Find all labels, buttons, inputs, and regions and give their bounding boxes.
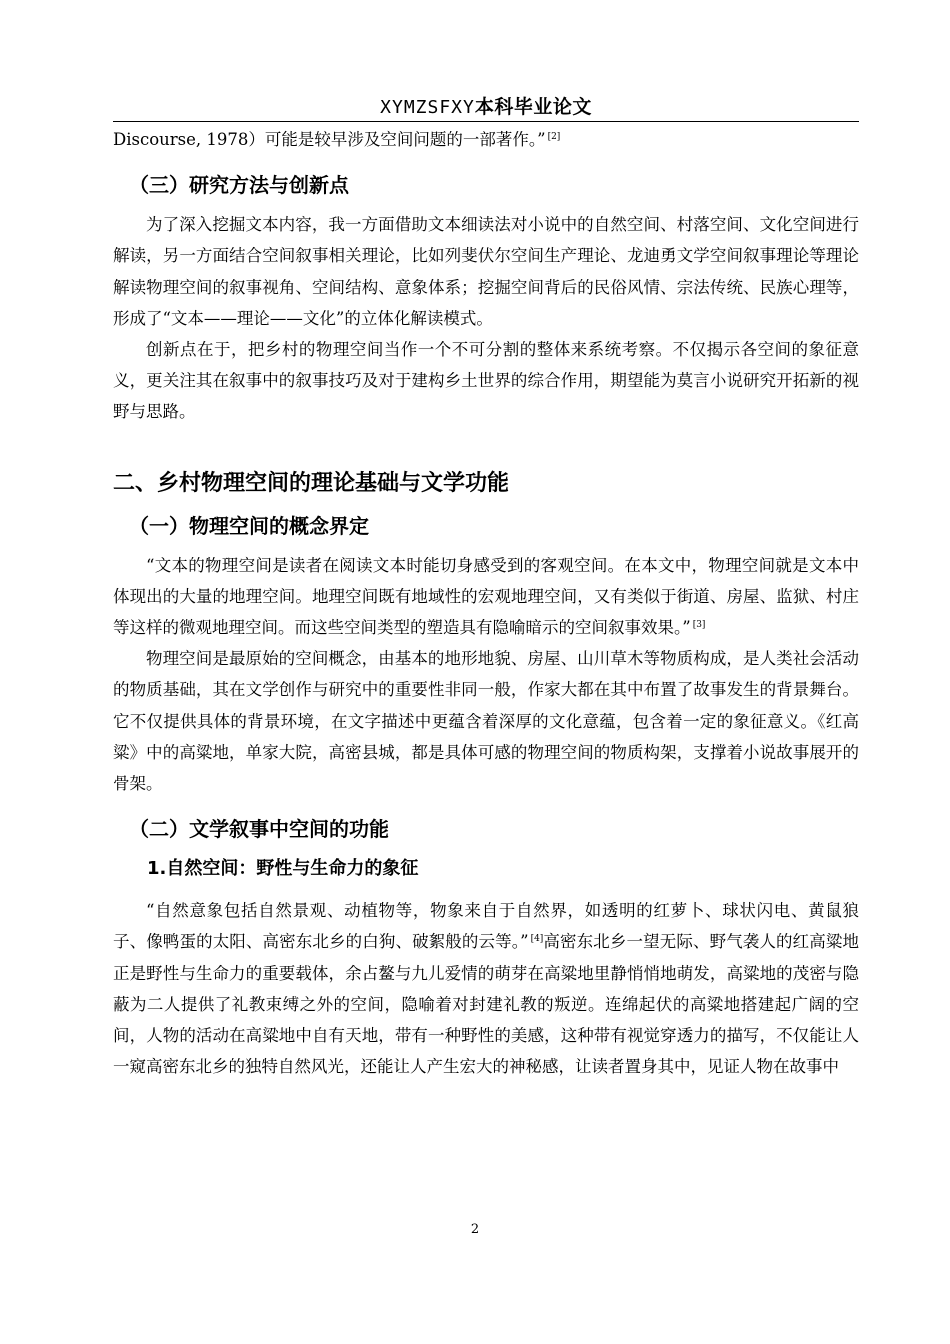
item-heading-natural-space: 1.自然空间：野性与生命力的象征 [147, 858, 419, 880]
natural-space-paragraph [113, 895, 859, 1082]
header-title-cn: 本科毕业论文 [474, 96, 592, 118]
header-rule [113, 121, 859, 122]
natural-quote: “自然意象包括自然景观、动植物等，物象来自于自然界，如透明的红萝卜、球状闪电、黄鼠狼子、像鸭蛋的太阳、高密东北乡的白狗、破絮般的云等。” [113, 901, 859, 952]
subsection-heading-functions: （二）文学叙事中空间的功能 [129, 817, 389, 842]
concept-paragraph-1 [113, 550, 859, 644]
intro-text: Discourse, 1978）可能是较早涉及空间问题的一部著作。” [113, 130, 546, 149]
page-header [113, 94, 859, 121]
chapter-heading: 二、乡村物理空间的理论基础与文学功能 [113, 470, 510, 496]
section-heading-methods: （三）研究方法与创新点 [129, 173, 349, 198]
concept-paragraph-2: 物理空间是最原始的空间概念，由基本的地形地貌、房屋、山川草木等物质构成，是人类社会活动的物质基础，其在文学创作与研究中的重要性非同一般，作家大都在其中布置了故事发生的背景舞台。它不仅提供具体的背景环境，在文字描述中更蕴含着深厚的文化意蕴，包含着一定的象征意义。《红高粱》中的高粱地，单家大院，高密县城，都是具体可感的物理空间的物质构架，支撑着小说故事展开的骨架。 [113, 649, 859, 794]
methods-paragraph-2: 创新点在于，把乡村的物理空间当作一个不可分割的整体来系统考察。不仅揭示各空间的象征意义，更关注其在叙事中的叙事技巧及对于建构乡土世界的综合作用，期望能为莫言小说研究开拓新的视野与思路。 [113, 340, 859, 422]
page-content [113, 124, 859, 1082]
natural-text: 高密东北乡一望无际、野气袭人的红高粱地正是野性与生命力的重要载体，余占鳌与九儿爱情的萌芽在高粱地里静悄悄地萌发，高粱地的茂密与隐蔽为二人提供了礼教束缚之外的空间，隐喻着对封建礼教的叛逆。连绵起伏的高粱地搭建起广阔的空间，人物的活动在高粱地中自有天地，带有一种野性的美感，这种带有视觉穿透力的描写，不仅能让人一窥高密东北乡的独特自然风光，还能让人产生宏大的神秘感，让读者置身其中，见证人物在故事中 [113, 932, 859, 1077]
header-title-en: XYMZSFXY [380, 97, 475, 118]
subsection-heading-concept: （一）物理空间的概念界定 [129, 513, 369, 538]
page-number: 2 [470, 1222, 480, 1237]
citation-2: [2] [547, 131, 561, 142]
intro-paragraph [113, 124, 859, 155]
methods-paragraph-1: 为了深入挖掘文本内容，我一方面借助文本细读法对小说中的自然空间、村落空间、文化空间进行解读，另一方面结合空间叙事相关理论，比如列斐伏尔空间生产理论、龙迪勇文学空间叙事理论等理论解读物理空间的叙事视角、空间结构、意象体系；挖掘空间背后的民俗风情、宗法传统、民族心理等，形成了“文本——理论——文化”的立体化解读模式。 [113, 215, 859, 328]
citation-4: [4] [530, 933, 544, 944]
concept-quote: “文本的物理空间是读者在阅读文本时能切身感受到的客观空间。在本文中，物理空间就是文本中体现出的大量的地理空间。地理空间既有地域性的宏观地理空间，又有类似于街道、房屋、监狱、村庄等这样的微观地理空间。而这些空间类型的塑造具有隐喻暗示的空间叙事效果。” [113, 555, 859, 638]
citation-3: [3] [692, 619, 706, 630]
